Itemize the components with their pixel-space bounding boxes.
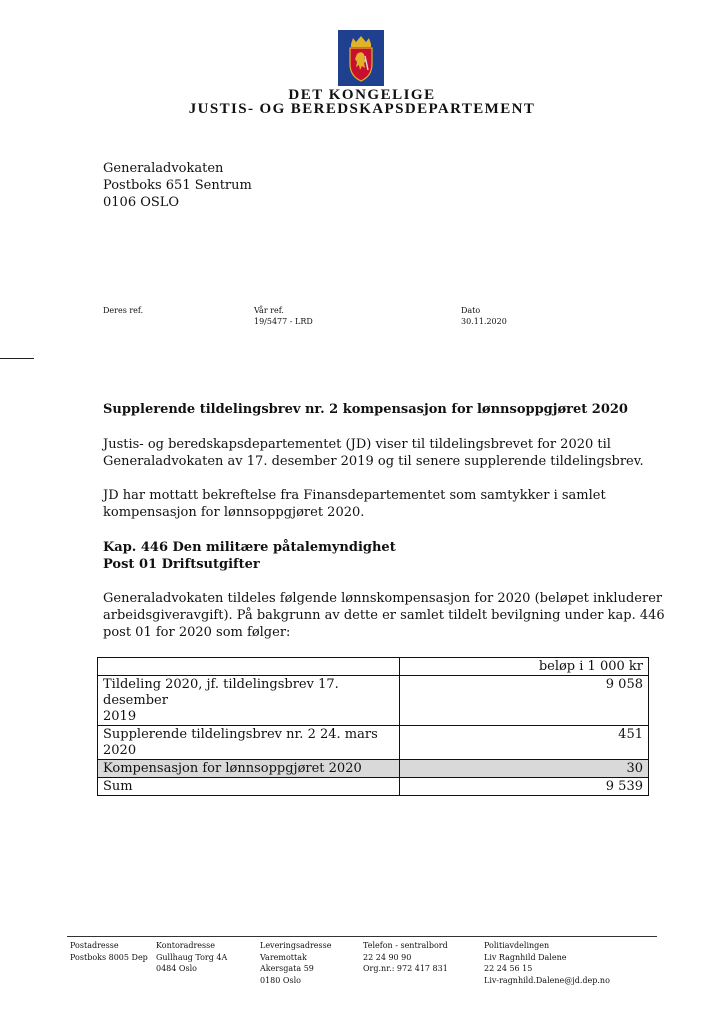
footer-label: Kontoradresse <box>156 941 215 950</box>
footer-leveringsadresse <box>260 940 331 986</box>
footer-avdeling <box>484 940 610 986</box>
var-ref <box>254 305 313 327</box>
footer-email[interactable]: Liv-ragnhild.Dalene@jd.dep.no <box>484 975 610 985</box>
footer-value: 22 24 56 15 <box>484 964 533 973</box>
paragraph-line: Generaladvokaten tildeles følgende lønnskompensasjon for 2020 (beløpet inkluderer <box>103 591 663 606</box>
coat-of-arms-icon <box>338 30 384 86</box>
department-line-2: JUSTIS- OG BEREDSKAPSDEPARTEMENT <box>188 101 536 117</box>
footer-kontoradresse <box>156 940 227 975</box>
recipient-name: Generaladvokaten <box>103 161 224 176</box>
recipient-city: 0106 OSLO <box>103 195 180 210</box>
paragraph-line: Justis- og beredskapsdepartementet (JD) viser til tildelingsbrevet for 2020 til <box>103 437 611 452</box>
table-cell <box>98 658 400 676</box>
recipient-address <box>103 160 252 211</box>
var-ref-label: Vår ref. <box>254 306 284 315</box>
footer-value: Postboks 8005 Dep <box>70 952 148 962</box>
footer-value: 0484 Oslo <box>156 964 197 973</box>
paragraph-line: post 01 for 2020 som følger: <box>103 625 291 640</box>
table-cell-value: 9 539 <box>400 778 649 796</box>
footer-label: Telefon - sentralbord <box>363 941 448 950</box>
chapter-heading <box>103 539 633 573</box>
table-cell-value: 9 058 <box>400 676 649 726</box>
footer-value: Akersgata 59 <box>260 964 314 973</box>
table-header-row <box>98 658 649 676</box>
recipient-street: Postboks 651 Sentrum <box>103 178 252 193</box>
footer-postadresse <box>70 940 148 963</box>
table-cell-value: 451 <box>400 726 649 760</box>
paragraph-line: JD har mottatt bekreftelse fra Finansdepartementet som samtykker i samlet <box>103 488 606 503</box>
footer-value: 22 24 90 90 <box>363 952 412 962</box>
budget-table <box>97 657 649 796</box>
deres-ref-label: Deres ref. <box>103 306 144 315</box>
footer-divider <box>67 936 657 937</box>
paragraph-line: kompensasjon for lønnsoppgjøret 2020. <box>103 505 365 520</box>
footer-value: Liv Ragnhild Dalene <box>484 952 567 962</box>
table-row <box>98 760 649 778</box>
paragraph-2 <box>103 487 633 521</box>
footer-value: Varemottak <box>260 952 307 962</box>
footer-value: Gullhaug Torg 4A <box>156 952 228 962</box>
table-cell-label: Tildeling 2020, jf. tildelingsbrev 17. desember 2019 <box>98 676 400 726</box>
table-cell-label: Supplerende tildelingsbrev nr. 2 24. mars 2020 <box>98 726 400 760</box>
footer-label: Leveringsadresse <box>260 941 332 950</box>
footer-telefon <box>363 940 448 975</box>
footer-label: Postadresse <box>70 941 119 950</box>
table-cell-value: 30 <box>400 760 649 778</box>
chapter-heading-line: Kap. 446 Den militære påtalemyndighet <box>103 540 396 555</box>
paragraph-line: arbeidsgiveravgift). På bakgrunn av dette er samlet tildelt bevilgning under kap. 446 <box>103 608 665 623</box>
fold-mark <box>0 358 34 359</box>
date-ref <box>461 305 507 327</box>
table-row <box>98 676 649 726</box>
paragraph-1 <box>103 436 644 470</box>
var-ref-value: 19/5477 - LRD <box>254 317 313 326</box>
footer-label: Politiavdelingen <box>484 941 550 950</box>
post-heading-line: Post 01 Driftsutgifter <box>103 557 260 572</box>
deres-ref <box>103 305 143 316</box>
table-row <box>98 726 649 760</box>
table-row-sum <box>98 778 649 796</box>
table-header-value: beløp i 1 000 kr <box>400 658 649 676</box>
table-cell-label: Sum <box>98 778 400 796</box>
date-label: Dato <box>461 306 481 315</box>
date-value: 30.11.2020 <box>461 317 507 326</box>
paragraph-line: Generaladvokaten av 17. desember 2019 og til senere supplerende tildelingsbrev. <box>103 454 644 469</box>
letter-title: Supplerende tildelingsbrev nr. 2 kompensasjon for lønnsoppgjøret 2020 <box>103 402 628 417</box>
paragraph-3 <box>103 590 665 641</box>
footer-value: Org.nr.: 972 417 831 <box>363 964 448 973</box>
footer-value: 0180 Oslo <box>260 975 301 985</box>
table-cell-label: Kompensasjon for lønnsoppgjøret 2020 <box>98 760 400 778</box>
department-line-1: DET KONGELIGE <box>288 87 436 103</box>
